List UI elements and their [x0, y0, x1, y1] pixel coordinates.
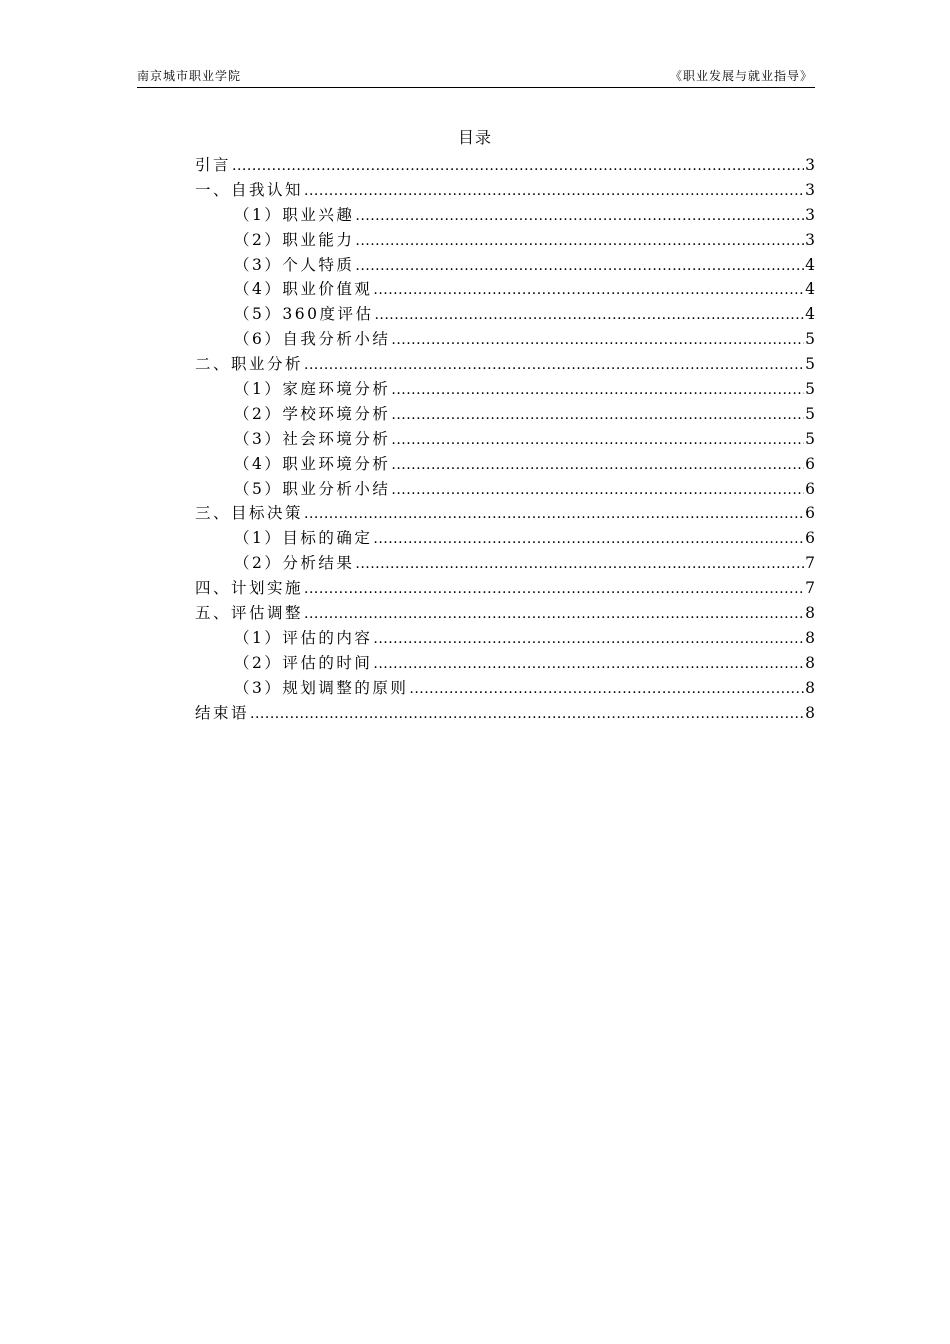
toc-entry-label: （2）评估的时间	[234, 653, 373, 672]
toc-entry[interactable]	[195, 501, 815, 526]
toc-dot-leader	[304, 502, 804, 527]
toc-dot-leader	[355, 204, 804, 229]
toc-entry-page-number: 3	[805, 205, 815, 224]
toc-dot-leader	[355, 552, 804, 577]
toc-entry[interactable]	[195, 402, 815, 427]
toc-entry-page-number: 4	[805, 280, 815, 299]
toc-entry-label: 二、职业分析	[195, 355, 304, 374]
toc-entry-page-number: 7	[805, 579, 815, 598]
toc-entry-page-number: 6	[805, 529, 815, 548]
toc-dot-leader	[355, 254, 804, 279]
toc-entry-label: （2）分析结果	[234, 554, 355, 573]
toc-entry-page-number: 8	[805, 678, 815, 697]
toc-entry[interactable]	[195, 253, 815, 278]
toc-dot-leader	[373, 652, 804, 677]
toc-dot-leader	[304, 179, 804, 204]
toc-dot-leader	[391, 378, 804, 403]
toc-entry-page-number: 3	[805, 156, 815, 174]
toc-entry-page-number: 6	[805, 454, 815, 473]
toc-entry[interactable]	[195, 352, 815, 377]
toc-entry-label: （5）360度评估	[234, 305, 374, 324]
toc-entry[interactable]	[195, 477, 815, 502]
toc-entry-page-number: 4	[805, 305, 815, 324]
toc-entry-label: 三、目标决策	[195, 504, 304, 523]
toc-entry-label: （3）社会环境分析	[234, 429, 391, 448]
toc-dot-leader	[374, 303, 804, 328]
toc-entry-page-number: 8	[805, 653, 815, 672]
toc-entry[interactable]	[195, 651, 815, 676]
page-header	[137, 67, 815, 88]
toc-entry-label: （4）职业环境分析	[234, 454, 391, 473]
toc-dot-leader	[355, 229, 804, 254]
toc-entry-label: （2）职业能力	[234, 230, 355, 249]
toc-dot-leader	[232, 154, 804, 179]
toc-dot-leader	[373, 527, 804, 552]
toc-entry-label: （1）目标的确定	[234, 529, 373, 548]
toc-entry-page-number: 8	[805, 628, 815, 647]
toc-entry[interactable]	[195, 676, 815, 701]
toc-entry[interactable]	[195, 203, 815, 228]
toc-dot-leader	[391, 453, 804, 478]
toc-title: 目录	[457, 128, 492, 147]
toc-dot-leader	[250, 702, 804, 727]
toc-entry-page-number: 5	[805, 330, 815, 349]
toc-dot-leader	[391, 403, 804, 428]
toc-entry[interactable]	[195, 452, 815, 477]
toc-entry[interactable]	[195, 277, 815, 302]
toc-dot-leader	[391, 328, 804, 353]
toc-entry[interactable]	[195, 576, 815, 601]
toc-entry-label: （3）规划调整的原则	[234, 678, 409, 697]
toc-entry-page-number: 3	[805, 180, 815, 199]
toc-dot-leader	[391, 478, 804, 503]
toc-entry-label: （1）职业兴趣	[234, 205, 355, 224]
toc-dot-leader	[391, 428, 804, 453]
toc-entry-page-number: 7	[805, 554, 815, 573]
toc-entry-page-number: 5	[805, 355, 815, 374]
toc-dot-leader	[409, 677, 804, 702]
toc-entry-label: （2）学校环境分析	[234, 404, 391, 423]
toc-entry-label: （1）评估的内容	[234, 628, 373, 647]
toc-entry-page-number: 3	[805, 230, 815, 249]
toc-entry[interactable]	[195, 526, 815, 551]
table-of-contents	[195, 153, 815, 725]
toc-entry-label: （4）职业价值观	[234, 280, 373, 299]
toc-entry-label: （1）家庭环境分析	[234, 380, 391, 399]
toc-entry-page-number: 6	[805, 504, 815, 523]
toc-entry[interactable]	[195, 377, 815, 402]
header-institution: 南京城市职业学院	[137, 69, 242, 83]
toc-entry[interactable]	[195, 626, 815, 651]
toc-entry-label: 四、计划实施	[195, 579, 304, 598]
toc-entry[interactable]	[195, 327, 815, 352]
toc-entry[interactable]	[195, 228, 815, 253]
toc-entry-page-number: 5	[805, 404, 815, 423]
toc-entry[interactable]	[195, 701, 815, 726]
toc-entry-page-number: 5	[805, 429, 815, 448]
toc-entry-label: 一、自我认知	[195, 180, 304, 199]
toc-entry-label: （3）个人特质	[234, 255, 355, 274]
toc-dot-leader	[373, 627, 804, 652]
toc-entry-page-number: 6	[805, 479, 815, 498]
toc-dot-leader	[304, 577, 804, 602]
toc-entry-page-number: 8	[805, 703, 815, 722]
toc-entry-label: （5）职业分析小结	[234, 479, 391, 498]
toc-entry-page-number: 5	[805, 380, 815, 399]
toc-dot-leader	[304, 353, 804, 378]
toc-entry[interactable]	[195, 153, 815, 178]
toc-entry[interactable]	[195, 601, 815, 626]
toc-entry-label: （6）自我分析小结	[234, 330, 391, 349]
header-course-title: 《职业发展与就业指导》	[669, 69, 813, 83]
toc-entry[interactable]	[195, 427, 815, 452]
toc-entry-page-number: 8	[805, 604, 815, 623]
toc-entry-label: 结束语	[195, 703, 250, 722]
toc-entry[interactable]	[195, 302, 815, 327]
toc-entry-label: 引言	[195, 156, 232, 174]
toc-entry[interactable]	[195, 178, 815, 203]
toc-entry-page-number: 4	[805, 255, 815, 274]
toc-entry[interactable]	[195, 551, 815, 576]
toc-entry-label: 五、评估调整	[195, 604, 304, 623]
toc-dot-leader	[373, 278, 804, 303]
toc-dot-leader	[304, 602, 804, 627]
